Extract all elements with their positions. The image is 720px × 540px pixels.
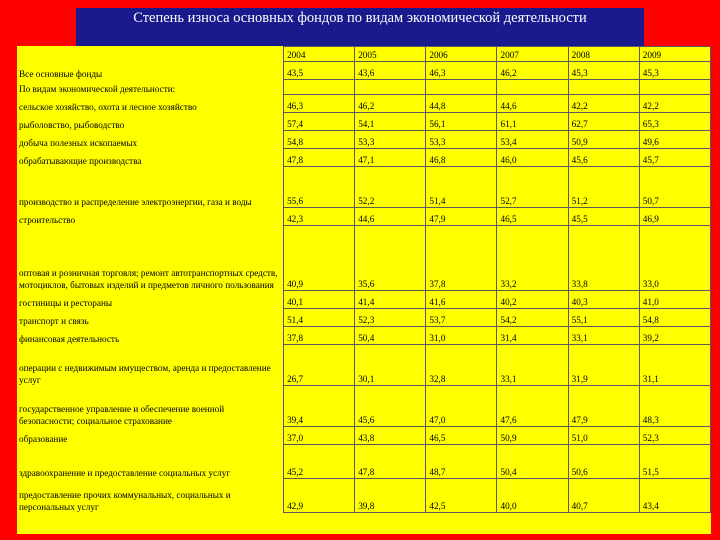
value-cell: 46,2 <box>497 62 568 80</box>
value-cell: 51,0 <box>568 427 639 445</box>
row-label: сельское хозяйство, охота и лесное хозяйство <box>19 101 197 112</box>
value-cell: 31,4 <box>497 327 568 345</box>
value-cell: 37,8 <box>284 327 355 345</box>
row-label: производство и распределение электроэнергии, газа и воды <box>19 196 252 207</box>
value-cell <box>639 80 710 95</box>
value-cell: 45,6 <box>568 149 639 167</box>
value-cell: 42,5 <box>426 479 497 513</box>
value-cell: 53,3 <box>426 131 497 149</box>
table-row <box>17 386 711 427</box>
value-cell: 57,4 <box>284 113 355 131</box>
value-cell <box>355 80 426 95</box>
row-label: рыболовство, рыбоводство <box>19 119 125 130</box>
table-row <box>17 80 711 95</box>
value-cell: 46,0 <box>497 149 568 167</box>
row-label: финансовая деятельность <box>19 333 120 344</box>
value-cell: 31,1 <box>639 345 710 386</box>
value-cell: 62,7 <box>568 113 639 131</box>
value-cell: 55,6 <box>284 167 355 208</box>
value-cell: 45,5 <box>568 208 639 226</box>
year-header: 2008 <box>568 47 639 62</box>
value-cell: 47,1 <box>355 149 426 167</box>
value-cell: 33,2 <box>497 226 568 291</box>
value-cell: 43,8 <box>355 427 426 445</box>
value-cell: 33,8 <box>568 226 639 291</box>
row-label: образование <box>19 433 68 444</box>
row-label: предоставление прочих коммунальных, социальных и персональных услуг <box>19 489 231 512</box>
table-row <box>17 226 711 291</box>
value-cell: 45,3 <box>639 62 710 80</box>
value-cell: 31,9 <box>568 345 639 386</box>
year-header: 2004 <box>284 47 355 62</box>
value-cell: 50,6 <box>568 445 639 479</box>
wear-table <box>17 46 711 513</box>
value-cell: 46,8 <box>426 149 497 167</box>
value-cell <box>497 80 568 95</box>
header-row <box>17 47 711 62</box>
row-label: здравоохранение и предоставление социальных услуг <box>19 467 231 478</box>
value-cell: 52,7 <box>497 167 568 208</box>
value-cell: 43,5 <box>284 62 355 80</box>
value-cell: 50,9 <box>497 427 568 445</box>
value-cell: 26,7 <box>284 345 355 386</box>
value-cell: 39,8 <box>355 479 426 513</box>
value-cell: 44,6 <box>355 208 426 226</box>
year-header: 2009 <box>639 47 710 62</box>
value-cell: 46,3 <box>426 62 497 80</box>
value-cell: 32,8 <box>426 345 497 386</box>
value-cell: 46,3 <box>284 95 355 113</box>
value-cell: 45,6 <box>355 386 426 427</box>
value-cell: 41,6 <box>426 291 497 309</box>
value-cell: 33,1 <box>497 345 568 386</box>
value-cell: 47,8 <box>284 149 355 167</box>
year-header: 2006 <box>426 47 497 62</box>
value-cell: 33,1 <box>568 327 639 345</box>
value-cell: 52,3 <box>639 427 710 445</box>
row-label: транспорт и связь <box>19 315 89 326</box>
value-cell: 41,0 <box>639 291 710 309</box>
value-cell: 47,0 <box>426 386 497 427</box>
value-cell: 47,9 <box>426 208 497 226</box>
year-header: 2007 <box>497 47 568 62</box>
value-cell: 47,9 <box>568 386 639 427</box>
value-cell: 40,1 <box>284 291 355 309</box>
value-cell: 52,2 <box>355 167 426 208</box>
value-cell: 54,1 <box>355 113 426 131</box>
value-cell: 48,3 <box>639 386 710 427</box>
value-cell: 39,4 <box>284 386 355 427</box>
data-table-panel <box>17 46 711 534</box>
value-cell: 43,6 <box>355 62 426 80</box>
value-cell: 46,5 <box>497 208 568 226</box>
table-row <box>17 62 711 80</box>
value-cell: 30,1 <box>355 345 426 386</box>
value-cell <box>568 80 639 95</box>
value-cell: 61,1 <box>497 113 568 131</box>
value-cell: 46,2 <box>355 95 426 113</box>
value-cell: 51,4 <box>426 167 497 208</box>
value-cell: 54,2 <box>497 309 568 327</box>
value-cell: 54,8 <box>284 131 355 149</box>
value-cell: 42,9 <box>284 479 355 513</box>
value-cell <box>426 80 497 95</box>
value-cell: 50,4 <box>497 445 568 479</box>
table-row <box>17 445 711 479</box>
value-cell: 51,4 <box>284 309 355 327</box>
value-cell: 53,3 <box>355 131 426 149</box>
table-row <box>17 131 711 149</box>
value-cell: 45,7 <box>639 149 710 167</box>
table-row <box>17 309 711 327</box>
value-cell: 41,4 <box>355 291 426 309</box>
value-cell: 40,7 <box>568 479 639 513</box>
table-row <box>17 95 711 113</box>
value-cell: 37,0 <box>284 427 355 445</box>
value-cell: 46,5 <box>426 427 497 445</box>
value-cell: 53,7 <box>426 309 497 327</box>
value-cell: 53,4 <box>497 131 568 149</box>
year-header: 2005 <box>355 47 426 62</box>
table-row <box>17 149 711 167</box>
value-cell: 40,9 <box>284 226 355 291</box>
table-row <box>17 345 711 386</box>
row-label: По видам экономической деятельности: <box>19 83 176 94</box>
row-label: оптовая и розничная торговля; ремонт автотранспортных средств, мотоциклов, бытовых изделий и предметов личного пользования <box>19 267 278 290</box>
value-cell <box>284 80 355 95</box>
value-cell: 44,6 <box>497 95 568 113</box>
value-cell: 35,6 <box>355 226 426 291</box>
value-cell: 37,8 <box>426 226 497 291</box>
value-cell: 65,3 <box>639 113 710 131</box>
header-label-cell <box>17 47 284 62</box>
value-cell: 45,3 <box>568 62 639 80</box>
row-label: строительство <box>19 214 76 225</box>
row-label: Все основные фонды <box>19 68 103 79</box>
table-row <box>17 208 711 226</box>
value-cell: 40,3 <box>568 291 639 309</box>
row-label: гостиницы и рестораны <box>19 297 113 308</box>
value-cell: 50,9 <box>568 131 639 149</box>
value-cell: 45,2 <box>284 445 355 479</box>
value-cell: 42,3 <box>284 208 355 226</box>
value-cell: 46,9 <box>639 208 710 226</box>
value-cell: 49,6 <box>639 131 710 149</box>
value-cell: 42,2 <box>639 95 710 113</box>
table-row <box>17 479 711 513</box>
row-label: обрабатывающие производства <box>19 155 142 166</box>
value-cell: 43,4 <box>639 479 710 513</box>
page-title: Степень износа основных фондов по видам экономической деятельности <box>76 8 644 46</box>
value-cell: 31,0 <box>426 327 497 345</box>
value-cell: 44,8 <box>426 95 497 113</box>
value-cell: 33,0 <box>639 226 710 291</box>
value-cell: 56,1 <box>426 113 497 131</box>
row-label: государственное управление и обеспечение военной безопасности; социальное страхование <box>19 403 225 426</box>
value-cell: 48,7 <box>426 445 497 479</box>
row-label: добыча полезных ископаемых <box>19 137 138 148</box>
table-row <box>17 427 711 445</box>
value-cell: 51,5 <box>639 445 710 479</box>
value-cell: 55,1 <box>568 309 639 327</box>
table-row <box>17 327 711 345</box>
table-row <box>17 167 711 208</box>
value-cell: 47,8 <box>355 445 426 479</box>
row-label: операции с недвижимым имуществом, аренда и предоставление услуг <box>19 362 271 385</box>
value-cell: 39,2 <box>639 327 710 345</box>
value-cell: 52,3 <box>355 309 426 327</box>
value-cell: 40,0 <box>497 479 568 513</box>
table-row <box>17 291 711 309</box>
table-row <box>17 113 711 131</box>
value-cell: 54,8 <box>639 309 710 327</box>
value-cell: 47,6 <box>497 386 568 427</box>
value-cell: 50,4 <box>355 327 426 345</box>
value-cell: 51,2 <box>568 167 639 208</box>
value-cell: 42,2 <box>568 95 639 113</box>
value-cell: 50,7 <box>639 167 710 208</box>
value-cell: 40,2 <box>497 291 568 309</box>
